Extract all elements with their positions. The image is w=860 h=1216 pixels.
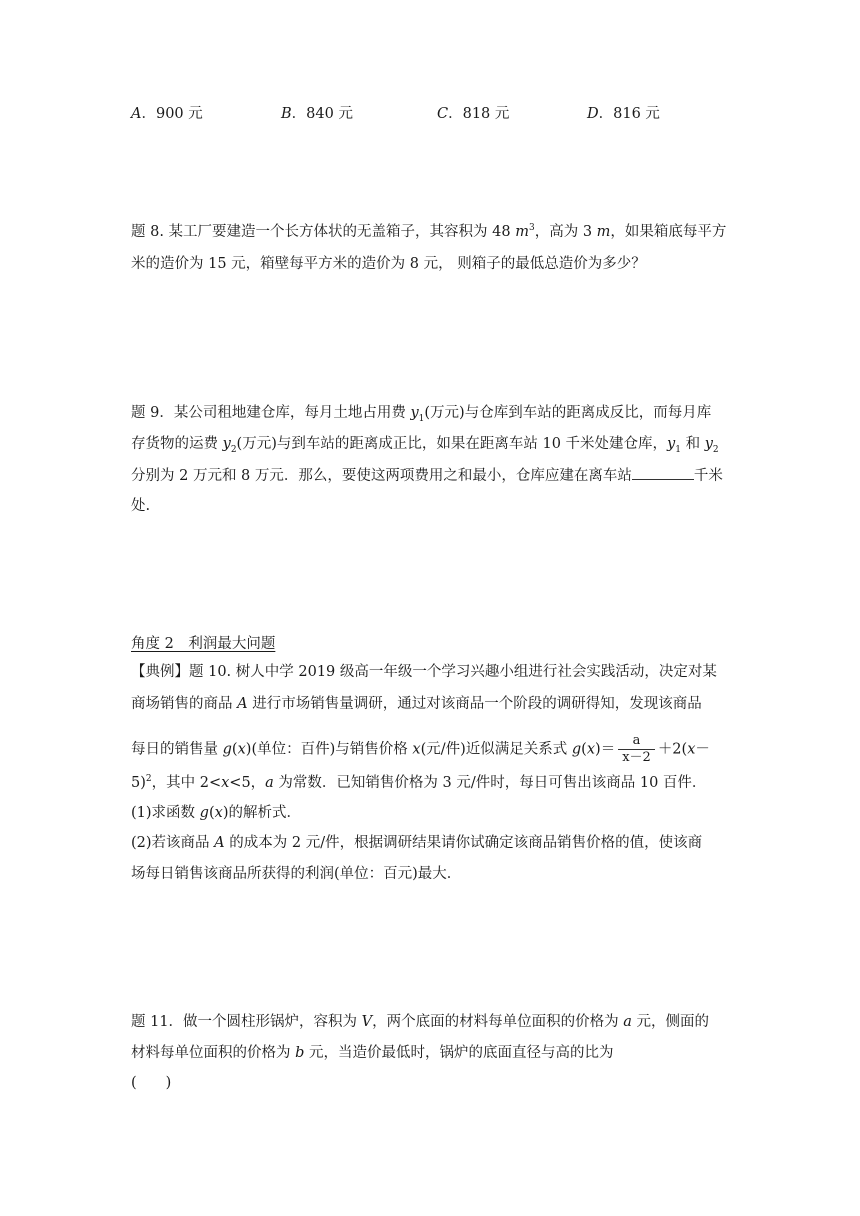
option-letter: A (131, 106, 142, 122)
option-text: ．840 元 (291, 106, 353, 122)
q9-line-3: 分别为 2 万元和 8 万元．那么，要使这两项费用之和最小，仓库应建在离车站 千米 (131, 465, 723, 486)
section-heading: 角度 2 利润最大问题 (131, 636, 276, 652)
q11-answer-bracket: ( ) (131, 1075, 172, 1091)
option-b (281, 104, 353, 124)
option-c (437, 104, 509, 124)
q9-line-1: 题 9．某公司租地建仓库，每月土地占用费 $y_1$(万元)与仓库到车站的距离成反比，而每月库 (131, 405, 712, 424)
fraction: $\frac{a}{x-2}$ (618, 733, 655, 766)
option-text: ．818 元 (448, 106, 510, 122)
q11-line-2: 材料每单位面积的价格为 b 元，当造价最低时，锅炉的底面直径与高的比为 (131, 1045, 614, 1061)
q10-line-3: 每日的销售量 g(x)(单位：百件)与销售价格 x(元/件)近似满足关系式 g(x)＝ $\frac{a}{x-2}$ ＋2(x－ (131, 733, 710, 765)
option-letter: B (281, 106, 292, 122)
q9-line-4: 处. (131, 498, 151, 514)
q10-line-2: 商场销售的商品 A 进行市场销售量调研，通过对该商品一个阶段的调研得知，发现该商品 (131, 696, 702, 712)
q10-line-5: (1)求函数 g(x)的解析式． (131, 805, 301, 821)
option-text: ．900 元 (141, 106, 203, 122)
option-letter: D (587, 106, 599, 122)
q10-line-1: 【典例】题 10. 树人中学 2019 级高一年级一个学习兴趣小组进行社会实践活动，决定对某 (131, 664, 717, 680)
option-a (131, 104, 203, 124)
option-text: ．816 元 (598, 106, 660, 122)
q9-line-2: 存货物的运费 $y_2$(万元)与到车站的距离成正比，如果在距离车站 10 千米处建仓库，$y_1$ 和 $y_2$ (131, 436, 719, 455)
q10-line-7: 场每日销售该商品所获得的利润(单位：百元)最大． (131, 866, 462, 882)
option-d (587, 104, 660, 124)
q11-line-1: 题 11．做一个圆柱形锅炉，容积为 V，两个底面的材料每单位面积的价格为 a 元，侧面的 (131, 1014, 710, 1030)
option-letter: C (437, 106, 449, 122)
answer-blank (632, 465, 694, 480)
q10-line-6: (2)若该商品 A 的成本为 2 元/件，根据调研结果请你试确定该商品销售价格的值，使该商 (131, 835, 703, 851)
q8-line-2: 米的造价为 15 元，箱壁每平方米的造价为 8 元， 则箱子的最低总造价为多少？ (131, 256, 646, 272)
q8-line-1: 题 8. 某工厂要建造一个长方体状的无盖箱子，其容积为 48 $m^3$，高为 3 m，如果箱底每平方 (131, 223, 727, 240)
q10-line-4: 5)$^2$，其中 2<x<5，a 为常数．已知销售价格为 3 元/件时，每日可售出该商品 10 百件． (131, 774, 707, 791)
